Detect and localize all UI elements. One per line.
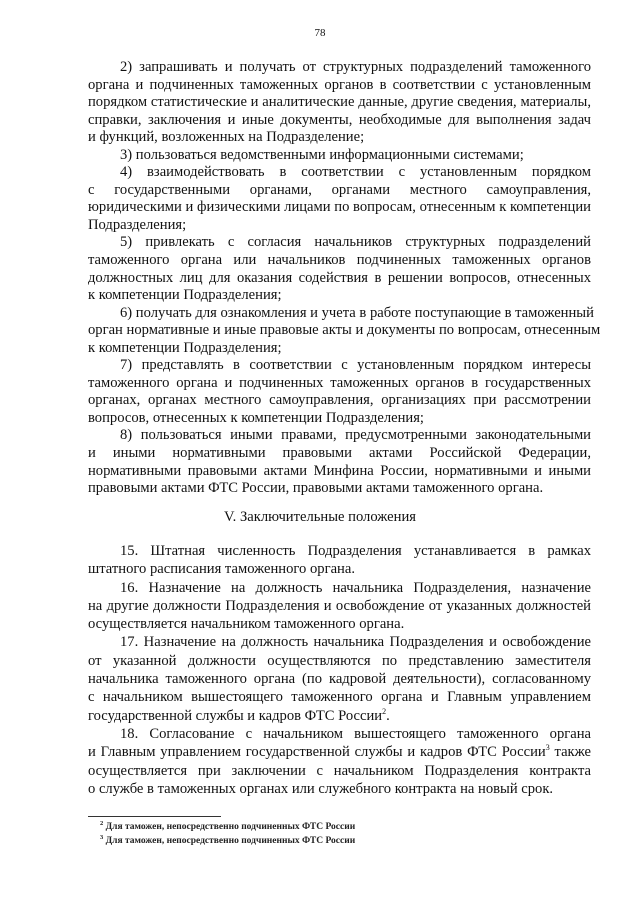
paragraph-line: начальника таможенного органа (по кадровой деятельности), согласованному (88, 671, 591, 688)
paragraph-line: от указанной должности осуществляются по представлению заместителя (88, 652, 591, 669)
paragraph-line: 5) привлекать с согласия начальников структурных подразделений (120, 234, 591, 251)
footnote-mark: 2 (100, 820, 104, 827)
paragraph-line: государственной службы и кадров ФТС России$^2$. (88, 706, 390, 724)
footnote-reference: 2 (382, 706, 387, 716)
paragraph-line: осуществляется при заключении с начальником Подразделения контракта (88, 762, 591, 779)
paragraph-line: 17. Назначение на должность начальника Подразделения и освобождение (120, 634, 591, 651)
footnote-3 (100, 836, 355, 846)
footnote-text: Для таможен, непосредственно подчиненных ФТС России (105, 836, 356, 846)
footnote-2 (100, 822, 355, 832)
paragraph-line: к компетенции Подразделения; (88, 339, 282, 356)
paragraph-line: на другие должности Подразделения и освобождение от указанных должностей (88, 597, 591, 614)
paragraph-line: 3) пользоваться ведомственными информационными системами; (120, 146, 524, 163)
paragraph-line: осуществляется начальником таможенного органа. (88, 616, 405, 633)
final-provisions (88, 542, 591, 798)
paragraph-line: 2) запрашивать и получать от структурных подразделений таможенного (120, 59, 591, 75)
paragraph-line: 16. Назначение на должность начальника Подразделения, назначение (120, 579, 591, 596)
paragraph-line: и функций, возложенных на Подразделение; (88, 129, 365, 146)
paragraph-line: порядком статистические и аналитические данные, другие сведения, материалы, (88, 94, 591, 111)
footnote-text: Для таможен, непосредственно подчиненных ФТС России (105, 822, 356, 832)
paragraph-line: с государственными органами, органами местного самоуправления, (88, 181, 591, 198)
paragraph-line: органах, органах местного самоуправления, организациях при рассмотрении (88, 392, 591, 409)
paragraph-line: должностных лиц для оказания содействия в решении вопросов, отнесенных (88, 269, 591, 286)
paragraph-line: юридическими и физическими лицами по вопросам, отнесенным к компетенции (88, 199, 591, 216)
paragraph-line: справки, заключения и иные документы, необходимые для выполнения задач (88, 111, 591, 128)
paragraph-line: 6) получать для ознакомления и учета в работе поступающие в таможенный (120, 304, 594, 321)
paragraph-line: 4) взаимодействовать в соответствии с установленным порядком (120, 164, 591, 181)
paragraph-line: 18. Согласование с начальником вышестоящего таможенного органа (120, 725, 591, 742)
paragraph-line: правовыми актами ФТС России, правовыми актами таможенного органа. (88, 480, 544, 497)
paragraph-line: 8) пользоваться иными правами, предусмотренными законодательными (120, 427, 591, 444)
paragraph-line: таможенного органа и подчиненных таможенных органов в государственных (88, 374, 591, 391)
paragraph-line: к компетенции Подразделения; (88, 287, 282, 304)
paragraph-line: орган нормативные и иные правовые акты и документы по вопросам, отнесенным (88, 322, 601, 339)
paragraph-line: органа и подчиненных таможенных органов в соответствии с установленным (88, 76, 591, 93)
footnote-mark: 3 (100, 834, 104, 841)
rights-list (88, 59, 601, 498)
page-number: 78 (314, 27, 326, 39)
paragraph-line: и Главным управлением государственной службы и кадров ФТС России$^3$ также (88, 743, 592, 761)
paragraph-line: 7) представлять в соответствии с установленным порядком интересы (120, 357, 591, 374)
paragraph-line: с начальником вышестоящего таможенного органа и Главным управлением (88, 689, 591, 706)
section-heading: V. Заключительные положения (224, 509, 416, 525)
paragraph-line: штатного расписания таможенного органа. (88, 561, 355, 578)
paragraph-line: таможенного органа или начальников подчиненных таможенных органов (88, 252, 591, 269)
footnote-divider (88, 816, 221, 817)
paragraph-line: Подразделения; (88, 216, 187, 233)
paragraph-line: и иными нормативными правовыми актами Российской Федерации, (88, 445, 591, 462)
footnote-reference: 3 (545, 743, 550, 753)
paragraph-line: нормативными правовыми актами Минфина России, нормативными и иными (88, 462, 591, 479)
paragraph-line: вопросов, отнесенных к компетенции Подразделения; (88, 409, 424, 426)
paragraph-line: 15. Штатная численность Подразделения устанавливается в рамках (120, 543, 591, 559)
paragraph-line: о службе в таможенных органах или служебного контракта на новый срок. (88, 780, 554, 797)
